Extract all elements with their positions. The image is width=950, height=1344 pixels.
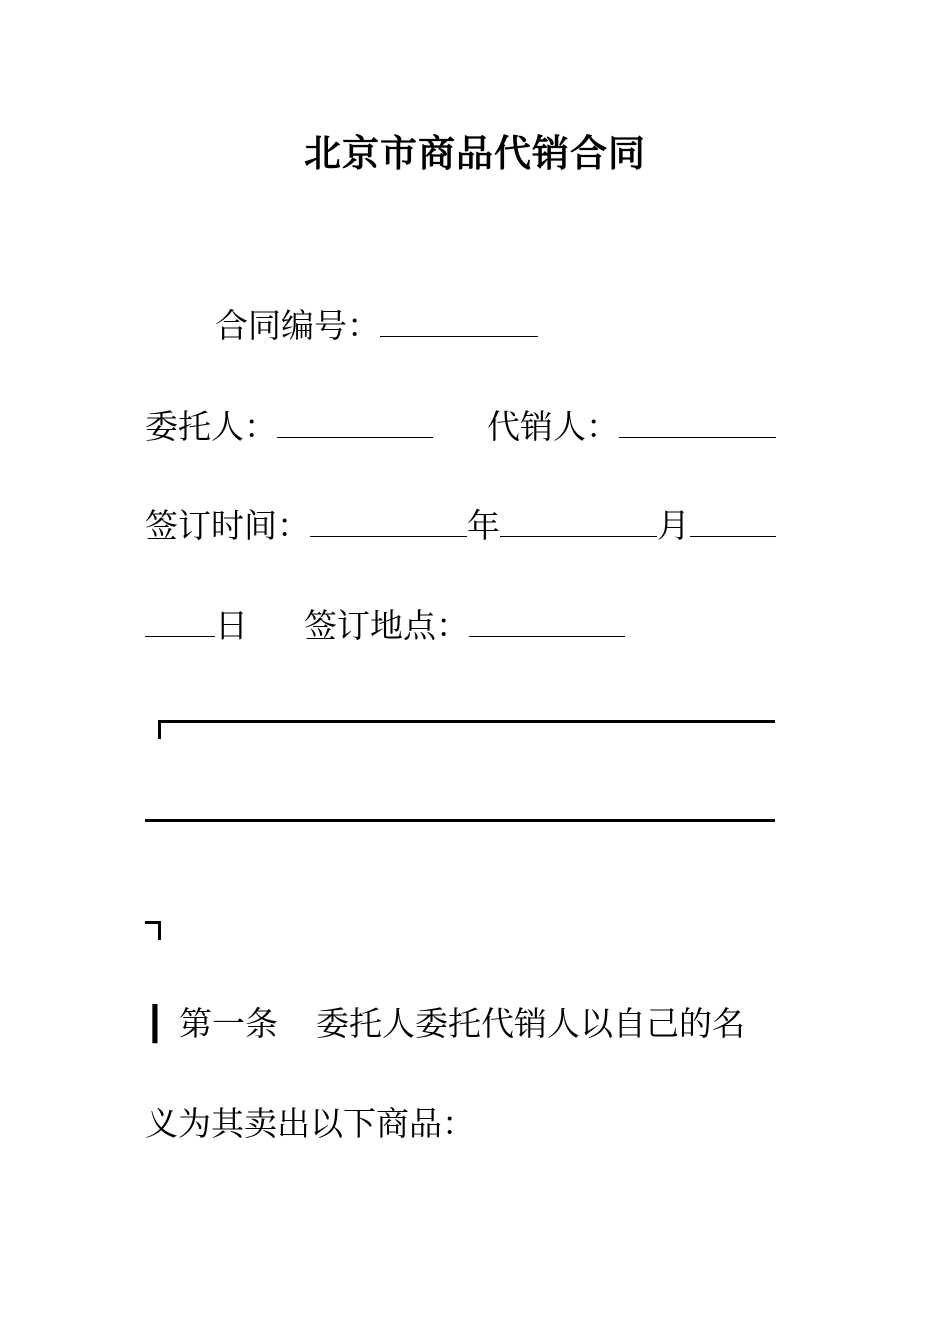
article-1-line-2 [145,1102,475,1146]
article-1-number: 第一条 [179,1004,278,1043]
article-1-line-1 [145,1002,745,1046]
document-title: 北京市商品代销合同 [304,131,646,175]
sign-time-row [145,502,776,548]
table-top-border [158,720,775,723]
sign-place-field[interactable] [469,602,625,637]
agent-label: 代销人： [487,407,619,446]
year-label: 年 [467,506,500,545]
contract-number-field[interactable] [380,302,538,337]
contract-number-row [215,302,538,348]
day-label: 日 [215,606,248,645]
sign-year-field[interactable] [310,502,467,537]
contract-number-label: 合同编号： [215,306,380,345]
parties-row [145,403,776,449]
article-bar: ┃ [145,1004,165,1043]
agent-field[interactable] [619,403,776,438]
principal-label: 委托人： [145,407,277,446]
sign-day-field-part2[interactable] [145,602,215,637]
sign-time-label: 签订时间： [145,506,310,545]
sign-month-field[interactable] [500,502,657,537]
article-1-text-line-1: 委托人委托代销人以自己的名 [316,1004,745,1043]
sign-place-row [145,602,625,648]
article-1-text-line-2: 义为其卖出以下商品： [145,1104,475,1143]
table-middle-border [145,819,775,822]
month-label: 月 [657,506,690,545]
principal-field[interactable] [277,403,433,438]
table-corner-mark-v [158,921,161,940]
sign-day-field-part1[interactable] [690,502,776,537]
sign-place-label: 签订地点： [304,606,469,645]
